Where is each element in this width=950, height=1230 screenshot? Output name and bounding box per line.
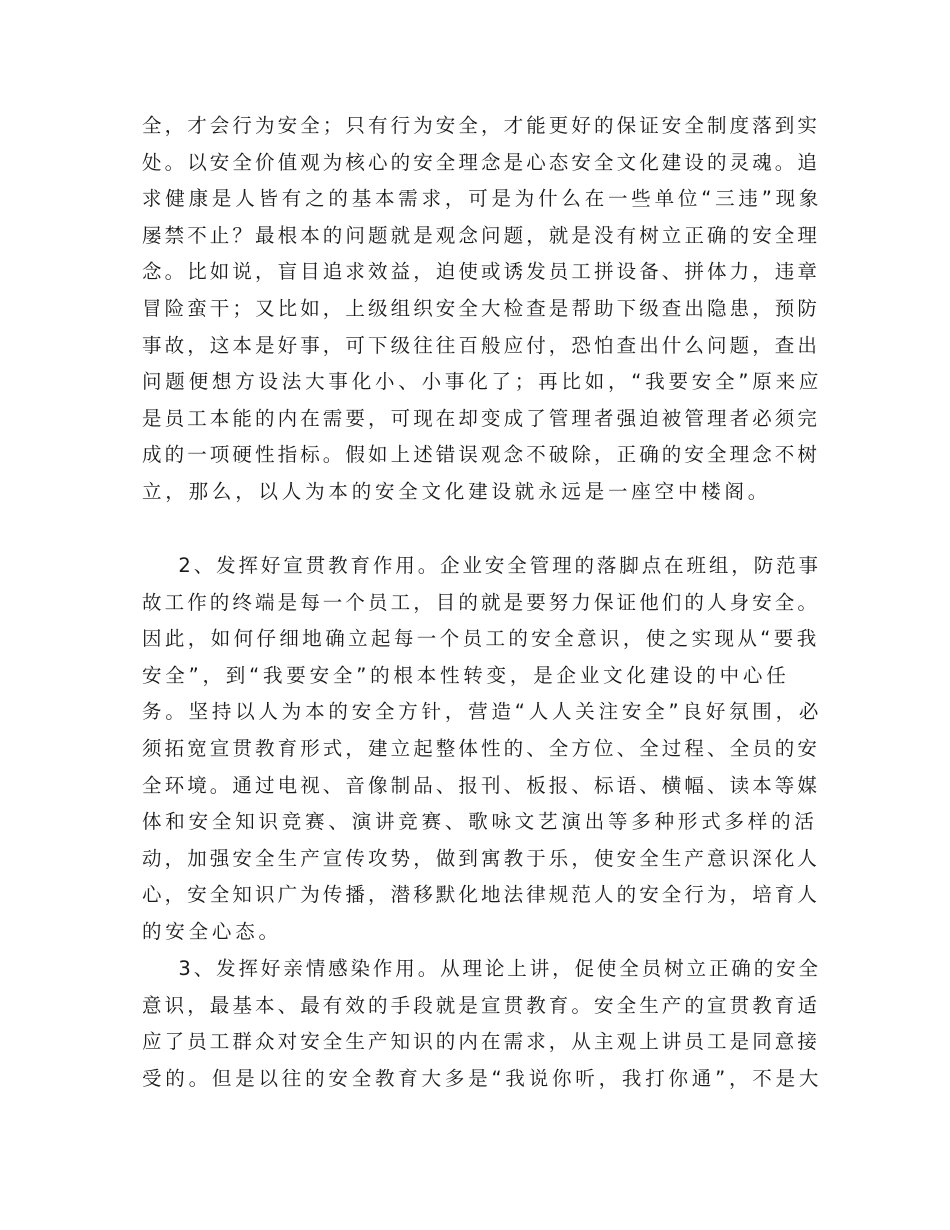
text-line: 务。坚持以人为本的安全方针，营造“人人关注安全”良好氛围，必 <box>142 700 823 724</box>
text-line: 体和安全知识竞赛、演讲竞赛、歌咏文艺演出等多种形式多样的活 <box>142 810 818 834</box>
text-line: 受的。但是以往的安全教育大多是“我说你听，我打你通”，不是大 <box>142 1066 823 1090</box>
text-line: 处。以安全价值观为核心的安全理念是心态安全文化建设的灵魂。追 <box>142 150 821 174</box>
text-line: 动，加强安全生产宣传攻势，做到寓教于乐，使安全生产意识深化人 <box>142 846 821 870</box>
text-line: 全，才会行为安全；只有行为安全，才能更好的保证安全制度落到实 <box>142 114 821 137</box>
text-line: 因此，如何仔细地确立起每一个员工的安全意识，使之实现从“要我 <box>142 627 820 651</box>
text-line: 安全”，到“我要安全”的根本性转变，是企业文化建设的中心任 <box>142 663 790 687</box>
text-line: 立，那么，以人为本的安全文化建设就永远是一座空中楼阁。 <box>142 479 772 503</box>
text-line: 成的一项硬性指标。假如上述错误观念不破除，正确的安全理念不树 <box>142 443 821 467</box>
text-line: 念。比如说，盲目追求效益，迫使或诱发员工拼设备、拼体力，违章 <box>142 260 821 284</box>
paragraph-3 <box>142 951 822 1097</box>
text-line: 故工作的终端是每一个员工，目的就是要努力保证他们的人身安全。 <box>142 590 821 614</box>
text-line: 应了员工群众对安全生产知识的内在需求，从主观上讲员工是同意接 <box>142 1030 821 1054</box>
text-line: 屡禁不止？最根本的问题就是观念问题，就是没有树立正确的安全理 <box>142 223 821 247</box>
text-line: 是员工本能的内在需要，可现在却变成了管理者强迫被管理者必须完 <box>142 406 821 430</box>
text-line: 全环境。通过电视、音像制品、报刊、板报、标语、横幅、读本等媒 <box>142 773 821 797</box>
text-line: 求健康是人皆有之的基本需求，可是为什么在一些单位“三违”现象 <box>142 187 823 211</box>
text-line: 3、发挥好亲情感染作用。从理论上讲，促使全员树立正确的安全 <box>142 957 821 980</box>
text-line: 问题便想方设法大事化小、小事化了；再比如，“我要安全”原来应 <box>142 370 823 394</box>
text-line: 的安全心态。 <box>142 919 282 943</box>
text-line: 事故，这本是好事，可下级往往百般应付，恐怕查出什么问题，查出 <box>142 333 821 357</box>
text-line: 意识，最基本、最有效的手段就是宣贯教育。安全生产的宣贯教育适 <box>142 993 821 1017</box>
paragraph-1 <box>142 108 822 511</box>
text-line: 心，安全知识广为传播，潜移默化地法律规范人的安全行为，培育人 <box>142 883 821 907</box>
paragraph-2 <box>142 548 822 951</box>
text-line: 冒险蛮干；又比如，上级组织安全大检查是帮助下级查出隐患，预防 <box>142 296 821 320</box>
text-line: 2、发挥好宣贯教育作用。企业安全管理的落脚点在班组，防范事 <box>142 554 821 577</box>
text-line: 须拓宽宣贯教育形式，建立起整体性的、全方位、全过程、全员的安 <box>142 736 821 760</box>
